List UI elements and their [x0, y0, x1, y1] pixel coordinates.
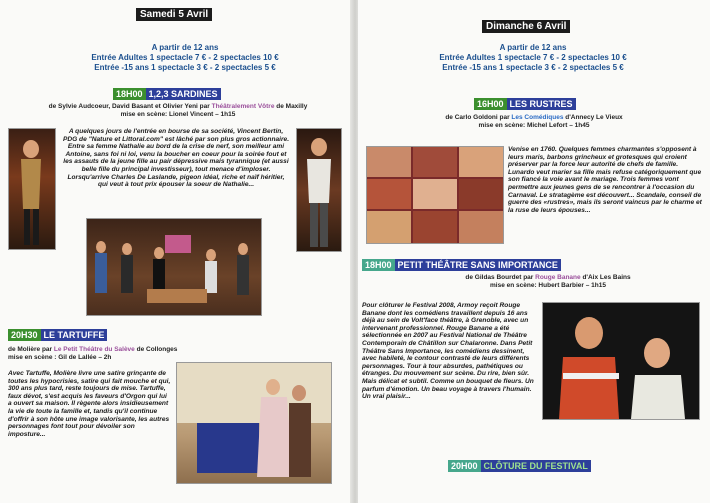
- show-sardines-credits: [8, 103, 348, 119]
- left-date: Samedi 5 Avril: [136, 8, 212, 21]
- sardines-stage-photo: [86, 218, 262, 316]
- show-place: d'Annecy Le Vieux: [563, 114, 623, 121]
- show-tartuffe-description: Avec Tartuffe, Molière livre une satire grinçante de toutes les hypocrisies, satire qui fait mouche et qui, 300 ans plus tard, reste toujours de mise. Tartuffe, faux dévot, s'est acquis les faveurs d'Orgon qui lui a ouvert sa maison. Il règente alors insidieusement la vie de toute la famille et, tandis qu'il continue d'offrir à son hôte une image valorisante, les autres personnages font tout pour dévoiler son imposture...: [8, 370, 171, 438]
- rustres-photo-collage: [366, 146, 504, 244]
- show-rustres-heading: [474, 94, 576, 112]
- show-rustres-description: Venise en 1760. Quelques femmes charmantes s'opposent à leurs maris, barbons grincheux et grotesques qui croient préserver par la force leur autorité de chefs de famille. Lunardo veut marier sa fille mais refuse catégoriquement que son fiancé la voie avant le mariage. Trois femmes vont permettre aux jeunes gens de se rencontrer à l'occasion du Carnaval. Le stratagème est découvert... Scandale, conseil de guerre des «rustres», mais ils seront vaincus par le charme et la ruse de leurs épouses...: [508, 146, 702, 214]
- right-page: [358, 0, 710, 503]
- show-sardines-heading: [113, 84, 221, 102]
- show-company: Le Petit Théâtre du Salève: [53, 346, 135, 353]
- sardines-photo-right: [296, 128, 342, 252]
- right-prices: [388, 43, 678, 73]
- stage-scene-image: [87, 219, 261, 315]
- left-price-line-1: A partir de 12 ans: [151, 43, 219, 52]
- show-director: mise en scène: Michel Lefort – 1h45: [478, 122, 590, 129]
- show-place: de Collonges: [134, 346, 178, 353]
- left-price-line-2: Entrée Adultes 1 spectacle 7 € - 2 spectacles 10 €: [91, 53, 279, 62]
- left-price-line-3: Entrée -15 ans 1 spectacle 3 € - 2 spectacles 5 €: [94, 63, 276, 72]
- right-price-line-1: A partir de 12 ans: [499, 43, 567, 52]
- petit-theatre-scene-image: [543, 303, 699, 419]
- show-place: de Maxilly: [274, 103, 308, 110]
- closing-heading: [448, 456, 591, 474]
- show-director: mise en scène: Lionel Vincent – 1h15: [120, 111, 236, 118]
- show-tartuffe-credits: [8, 346, 348, 362]
- show-authors: de Carlo Goldoni par: [445, 114, 512, 121]
- show-director: mise en scène: Hubert Barbier – 1h15: [490, 282, 606, 289]
- rustres-collage-image: [367, 147, 503, 243]
- closing-title: CLÔTURE DU FESTIVAL: [481, 460, 591, 472]
- show-rustres-credits: [358, 114, 710, 130]
- show-time: 20H30: [8, 329, 41, 341]
- show-title: LES RUSTRES: [507, 98, 576, 110]
- sardines-photo-left: [8, 128, 56, 250]
- left-prices: [40, 43, 330, 73]
- right-date: Dimanche 6 Avril: [482, 20, 570, 33]
- tartuffe-photo: [176, 362, 332, 484]
- show-company: Rouge Banane: [535, 274, 581, 281]
- actress-silhouette-image: [9, 129, 55, 249]
- show-authors: de Molière par: [8, 346, 54, 353]
- show-director: mise en scène : Gil de Lallée – 2h: [8, 354, 112, 361]
- show-company: Les Comédiques: [511, 114, 564, 121]
- show-petit-theatre-credits: [398, 274, 698, 290]
- show-company: Théâtralement Vôtre: [211, 103, 275, 110]
- right-price-line-2: Entrée Adultes 1 spectacle 7 € - 2 spectacles 10 €: [439, 53, 627, 62]
- show-sardines-description: A quelques jours de l'entrée en bourse de sa société, Vincent Bertin, PDG de "Nature et Littoral.com" est lâché par son plus gros actionnaire. Entre sa femme Nathalie au bord de la crise de nerf, son meilleur ami Antoine, sans foi ni loi, venu la boucher en coeur pour la soirée fout et les assauts de la jeune fille au pair dépressive mais tyrannique (et aussi belle fille du principal investisseur), tout menace d'imploser. Lorsqu'arrive Charles De Laslande, pigeon idéal, riche et naïf héritier, qui veut à tout prix épouser la soeur de Nathalie...: [62, 128, 290, 189]
- actor-silhouette-image: [297, 129, 341, 251]
- show-time: 16H00: [474, 98, 507, 110]
- left-page: [0, 0, 352, 503]
- show-time: 18H00: [362, 259, 395, 271]
- show-title: PETIT THÉÂTRE SANS IMPORTANCE: [395, 259, 561, 271]
- show-petit-theatre-heading: [362, 255, 561, 273]
- show-title: LE TARTUFFE: [41, 329, 108, 341]
- show-petit-theatre-description: Pour clôturer le Festival 2008, Armoy reçoit Rouge Banane dont les comédiens travaillent depuis 16 ans déjà au sein de Volt'face théâtre, à Grenoble, avec un intervenant professionnel. Rouge Banane a été sélectionnée en 2007 au Festival National de Théâtre Contemporain de Châtillon sur Chalaronne. Dans Petit Théâtre Sans Importance, les comédiens dessinent, avec habileté, le contour contrasté de leurs différents personnages. Tour à tour absurdes, pathétiques ou étranges. Du mouvement sur scène. Du rire, bien sûr. Mais délicat et subtil. Comme un bouquet de fleurs. Un parfum d'émotion. Un beau voyage à travers l'humain. Un vrai plaisir...: [362, 302, 534, 401]
- show-authors: de Gildas Bourdet par: [465, 274, 536, 281]
- right-price-line-3: Entrée -15 ans 1 spectacle 3 € - 2 spectacles 5 €: [442, 63, 624, 72]
- show-tartuffe-heading: [8, 325, 107, 343]
- show-authors: de Sylvie Audcoeur, David Basant et Olivier Yeni par: [48, 103, 212, 110]
- show-title: 1,2,3 SARDINES: [146, 88, 221, 100]
- show-time: 18H00: [113, 88, 146, 100]
- show-place: d'Aix Les Bains: [580, 274, 631, 281]
- tartuffe-scene-image: [177, 363, 331, 483]
- closing-time: 20H00: [448, 460, 481, 472]
- petit-theatre-photo: [542, 302, 700, 420]
